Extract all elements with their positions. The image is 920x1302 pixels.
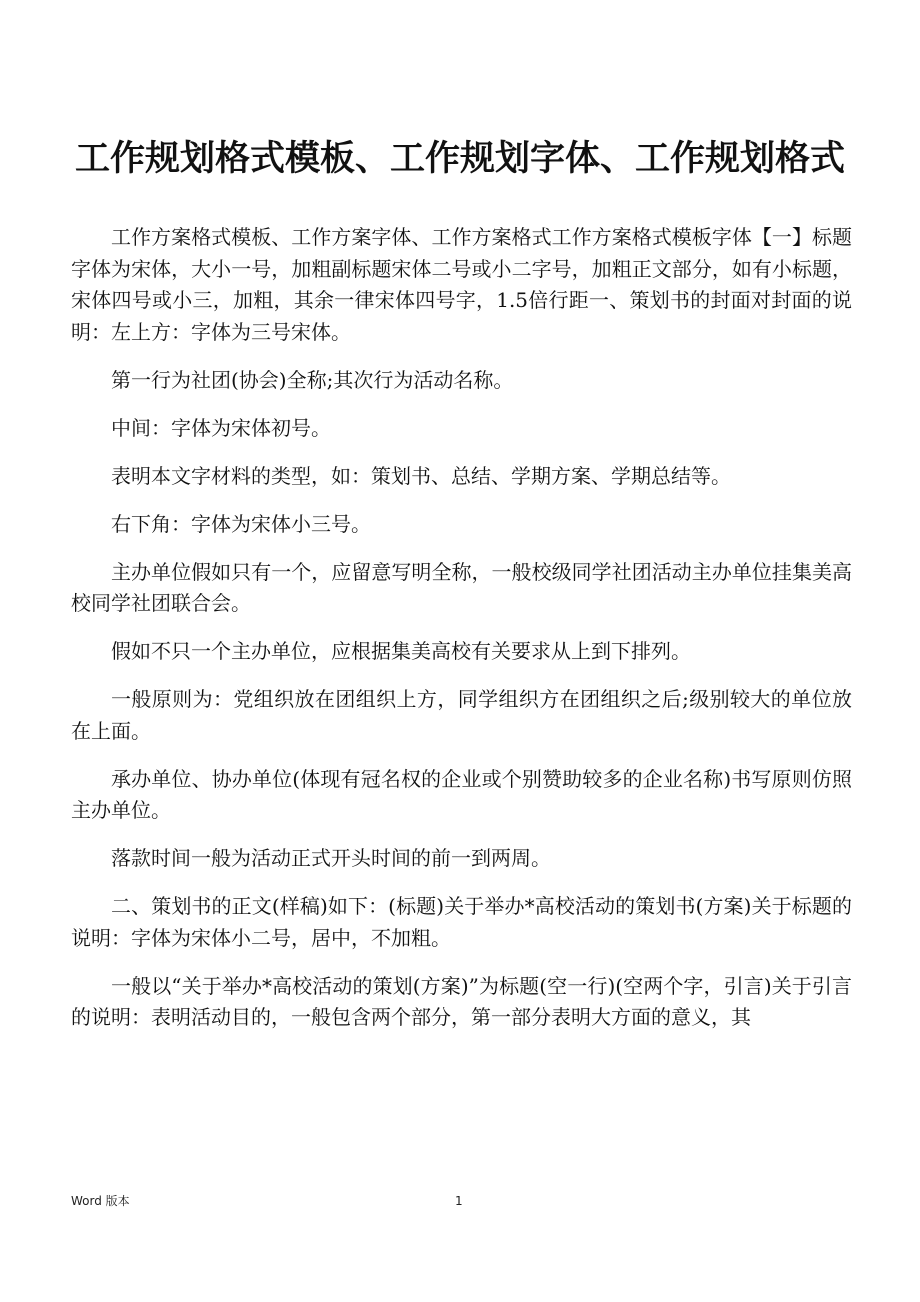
paragraph: 第一行为社团(协会)全称;其次行为活动名称。 — [111, 367, 514, 392]
paragraph: 一般原则为：党组织放在团组织上方，同学组织方在团组织之后;级别较大的单位放在上面。 — [71, 687, 852, 743]
footer-page-number: 1 — [455, 1194, 463, 1208]
paragraph: 二、策划书的正文(样稿)如下：(标题)关于举办*高校活动的策划书(方案)关于标题的说明：字体为宋体小二号，居中，不加粗。 — [71, 894, 852, 950]
paragraph: 一般以“关于举办*高校活动的策划(方案)”为标题(空一行)(空两个字，引言)关于引言的说明：表明活动目的，一般包含两个部分，第一部分表明大方面的意义，其 — [71, 973, 852, 1029]
paragraph: 落款时间一般为活动正式开头时间的前一到两周。 — [111, 846, 551, 870]
footer-version-label: Word 版本 — [71, 1194, 130, 1208]
document-body — [71, 222, 852, 1050]
paragraph: 假如不只一个主办单位，应根据集美高校有关要求从上到下排列。 — [111, 639, 691, 663]
paragraph: 表明本文字材料的类型，如：策划书、总结、学期方案、学期总结等。 — [111, 463, 731, 488]
paragraph: 中间：字体为宋体初号。 — [111, 415, 331, 440]
paragraph: 工作方案格式模板、工作方案字体、工作方案格式工作方案格式模板字体【一】标题字体为宋体，大小一号，加粗副标题宋体二号或小二字号，加粗正文部分，如有小标题，宋体四号或小三，加粗，其余一律宋体四号字，1.5倍行距一、策划书的封面对封面的说明：左上方：字体为三号宋体。 — [71, 225, 852, 344]
paragraph: 右下角：字体为宋体小三号。 — [111, 511, 371, 536]
document-title: 工作规划格式模板、工作规划字体、工作规划格式 — [74, 138, 845, 179]
paragraph: 主办单位假如只有一个，应留意写明全称，一般校级同学社团活动主办单位挂集美高校同学社团联合会。 — [71, 559, 852, 615]
paragraph: 承办单位、协办单位(体现有冠名权的企业或个别赞助较多的企业名称)书写原则仿照主办单位。 — [71, 766, 852, 822]
